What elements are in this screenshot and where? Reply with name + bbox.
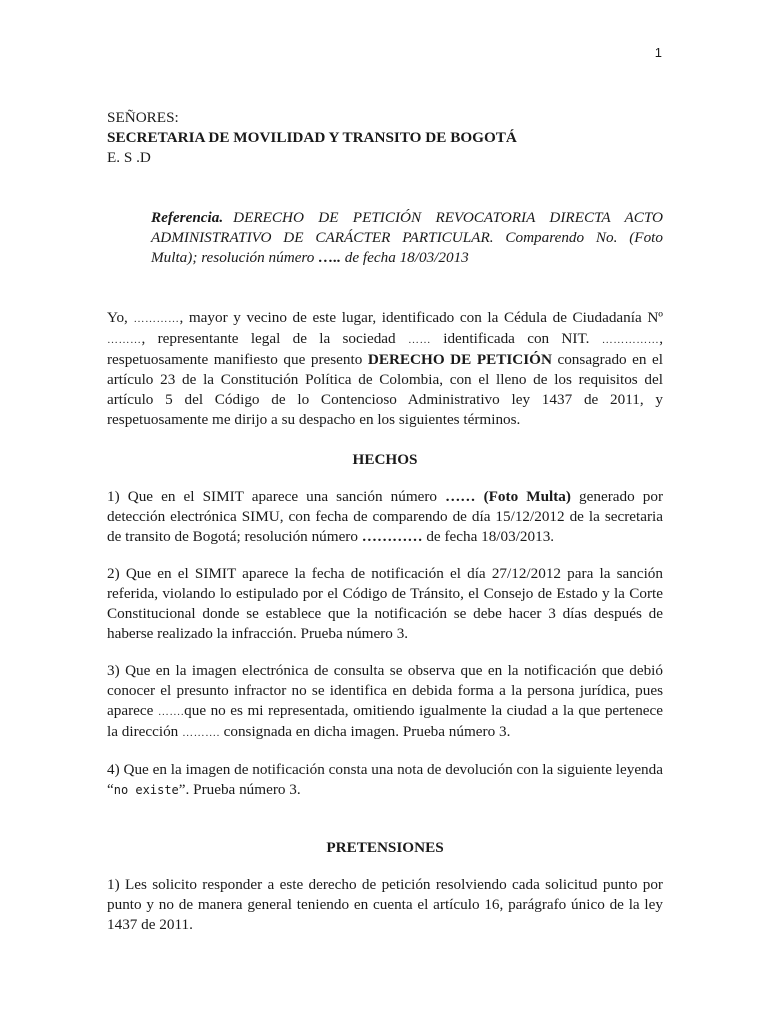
blank-nit: …………… (601, 334, 660, 346)
blank-id: ……… (107, 334, 142, 346)
hecho-blank: ………. (182, 727, 220, 739)
intro-text: consagrado en el artículo 23 de la Constitución Política de Colombia, con el lleno de los requisitos del artículo 5 del Código de lo Contencioso Administrativo ley 1437 de 2011, y respetuosamente me dirijo a su despacho en los siguientes términos. (107, 351, 664, 428)
reference-text-b: de fecha 18/03/2013 (340, 249, 469, 266)
intro-text: identificada con NIT. (430, 330, 602, 347)
hecho-text: de fecha 18/03/2013. (422, 528, 555, 545)
blank-company: …… (407, 334, 431, 346)
hecho-blank: ………… (361, 528, 423, 545)
section-title-hechos: HECHOS (352, 451, 418, 468)
section-title-pretensiones: PRETENSIONES (326, 839, 444, 856)
intro-text: , mayor y vecino de este lugar, identificado con la Cédula de Ciudadanía Nº (179, 309, 663, 326)
hecho-blank: …… (445, 488, 476, 505)
hecho-text: 1) Que en el SIMIT aparece una sanción número (107, 488, 446, 505)
hecho-blank: ……. (157, 706, 185, 718)
page-number: 1 (654, 45, 662, 60)
hecho-text: generado por detección electrónica SIMU, con fecha de comparendo de día 15/12/2012 de la secretaria de transito de Bogotá; resolución número (107, 488, 664, 545)
intro-text: , respetuosamente manifiesto que presento (107, 330, 663, 368)
hecho-2: 2) Que en el SIMIT aparece la fecha de notificación el día 27/12/2012 para la sanción referida, violando lo estipulado por el Código de Tránsito, el Consejo de Estado y la Corte Constitucional donde se establece que la notificación se debe hacer 3 días después de haberse realizado la infracción. Prueba número 3. (107, 565, 663, 642)
reference-block (151, 208, 663, 268)
hecho-text: 4) Que en la imagen de notificación consta una nota de devolución con la siguiente leyenda “ (107, 761, 663, 798)
hecho-emphasis: (Foto Multa) (483, 488, 571, 505)
reference-label: Referencia. (151, 209, 224, 226)
blank-name: ………… (133, 313, 180, 325)
hecho-text (475, 488, 483, 505)
hecho-quote: no existe (113, 783, 179, 797)
hecho-text: que no es mi representada, omitiendo igualmente la ciudad a la que pertenece la dirección (107, 702, 664, 740)
addressee-esd: E. S .D (107, 149, 151, 166)
addressee-block (107, 108, 663, 168)
hecho-text: ”. Prueba número 3. (178, 781, 301, 798)
intro-text: , representante legal de la sociedad (141, 330, 408, 347)
addressee-salutation: SEÑORES: (107, 109, 179, 126)
hecho-text: consignada en dicha imagen. Prueba número 3. (219, 723, 511, 740)
document-body (107, 108, 663, 935)
hecho-4 (107, 760, 663, 800)
pretension-1: 1) Les solicito responder a este derecho de petición resolviendo cada solicitud punto por punto y no de manera general teniendo en cuenta el artículo 16, parágrafo único de la ley 1437 de 2011. (107, 876, 663, 933)
intro-emphasis: DERECHO DE PETICIÓN (367, 351, 552, 368)
reference-dots: ….. (318, 249, 341, 266)
reference-text-a: DERECHO DE PETICIÓN REVOCATORIA DIRECTA ACTO ADMINISTRATIVO DE CARÁCTER PARTICULAR. Comparendo No. (Foto Multa); resolución número (151, 209, 663, 266)
hecho-3 (107, 661, 663, 743)
hecho-text: 3) Que en la imagen electrónica de consulta se observa que en la notificación que debió conocer el presunto infractor no se identifica en debida forma a la persona jurídica, pues aparece (107, 662, 663, 719)
intro-paragraph (107, 308, 663, 430)
intro-text: Yo, (107, 309, 134, 326)
addressee-entity: SECRETARIA DE MOVILIDAD Y TRANSITO DE BOGOTÁ (107, 129, 517, 146)
hecho-1 (107, 487, 663, 547)
